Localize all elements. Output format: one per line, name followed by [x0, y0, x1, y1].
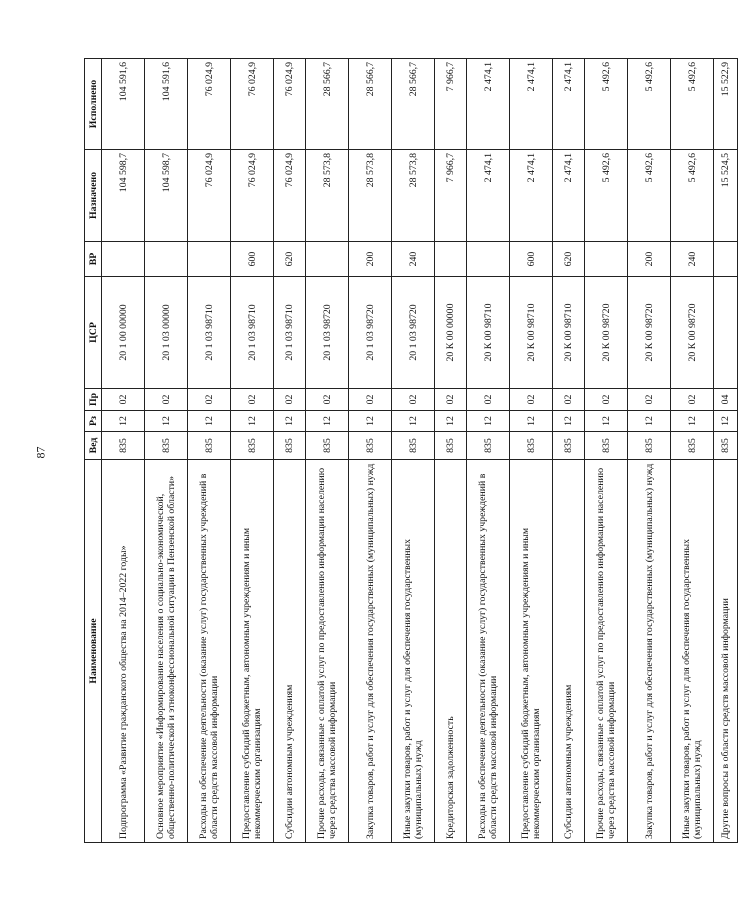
row-name: Предоставление субсидий бюджетным, автономным учреждениям и иным некоммерческим организациям — [231, 460, 274, 843]
table-row — [306, 59, 349, 843]
row-name: Кредиторская задолженность — [435, 460, 467, 843]
row-done: 15 522,9 — [714, 59, 738, 150]
row-plan: 5 492,6 — [671, 150, 714, 242]
row-vr: 600 — [231, 242, 274, 277]
row-done: 28 566,7 — [349, 59, 392, 150]
row-pr: 02 — [510, 389, 553, 411]
row-ved: 835 — [435, 432, 467, 460]
row-pr: 02 — [306, 389, 349, 411]
header-name: Наименование — [85, 460, 102, 843]
budget-table — [84, 58, 738, 843]
row-done: 5 492,6 — [585, 59, 628, 150]
header-rz: Рз — [85, 411, 102, 432]
row-done: 2 474,1 — [467, 59, 510, 150]
row-rz: 12 — [392, 411, 435, 432]
row-vr — [306, 242, 349, 277]
row-ved: 835 — [628, 432, 671, 460]
table-row — [467, 59, 510, 843]
row-vr — [102, 242, 145, 277]
row-rz: 12 — [145, 411, 188, 432]
row-rz: 12 — [102, 411, 145, 432]
row-vr: 620 — [274, 242, 306, 277]
row-ved: 835 — [510, 432, 553, 460]
row-plan: 15 524,5 — [714, 150, 738, 242]
row-rz: 12 — [553, 411, 585, 432]
row-done: 2 474,1 — [510, 59, 553, 150]
row-csr: 20 К 00 98710 — [553, 277, 585, 389]
row-csr: 20 К 00 98720 — [585, 277, 628, 389]
header-csr: ЦСР — [85, 277, 102, 389]
row-plan: 2 474,1 — [467, 150, 510, 242]
row-pr: 02 — [274, 389, 306, 411]
row-vr — [714, 242, 738, 277]
row-ved: 835 — [188, 432, 231, 460]
row-pr: 02 — [145, 389, 188, 411]
row-vr: 600 — [510, 242, 553, 277]
row-ved: 835 — [467, 432, 510, 460]
row-vr — [145, 242, 188, 277]
row-csr: 20 К 00 98720 — [628, 277, 671, 389]
row-rz: 12 — [274, 411, 306, 432]
row-name: Основное мероприятие «Информирование населения о социально-экономической, общественно-политической и этноконфессиональной ситуации в Пензенской области» — [145, 460, 188, 843]
row-vr — [585, 242, 628, 277]
row-plan: 104 598,7 — [145, 150, 188, 242]
row-name: Иные закупки товаров, работ и услуг для обеспечения государственных (муниципальных) нужд — [671, 460, 714, 843]
row-rz: 12 — [585, 411, 628, 432]
row-rz: 12 — [628, 411, 671, 432]
row-plan: 2 474,1 — [510, 150, 553, 242]
row-done: 5 492,6 — [671, 59, 714, 150]
page-number: 87 — [33, 446, 48, 459]
row-name: Закупка товаров, работ и услуг для обеспечения государственных (муниципальных) нужд — [628, 460, 671, 843]
table-row — [585, 59, 628, 843]
row-plan: 76 024,9 — [274, 150, 306, 242]
row-csr: 20 К 00 98720 — [671, 277, 714, 389]
row-name: Предоставление субсидий бюджетным, автономным учреждениям и иным некоммерческим организациям — [510, 460, 553, 843]
row-rz: 12 — [467, 411, 510, 432]
row-csr — [714, 277, 738, 389]
row-rz: 12 — [435, 411, 467, 432]
row-plan: 5 492,6 — [585, 150, 628, 242]
row-csr: 20 1 03 98710 — [274, 277, 306, 389]
row-name: Иные закупки товаров, работ и услуг для обеспечения государственных (муниципальных) нужд — [392, 460, 435, 843]
row-plan: 76 024,9 — [231, 150, 274, 242]
row-vr: 240 — [392, 242, 435, 277]
table-header-row — [85, 59, 102, 843]
row-pr: 02 — [102, 389, 145, 411]
row-name: Закупка товаров, работ и услуг для обеспечения государственных (муниципальных) нужд — [349, 460, 392, 843]
row-vr: 200 — [628, 242, 671, 277]
row-ved: 835 — [392, 432, 435, 460]
table-row — [231, 59, 274, 843]
row-name: Расходы на обеспечение деятельности (оказание услуг) государственных учреждений в области средств массовой информации — [467, 460, 510, 843]
row-pr: 02 — [467, 389, 510, 411]
row-plan: 104 598,7 — [102, 150, 145, 242]
row-plan: 2 474,1 — [553, 150, 585, 242]
header-ved: Вед — [85, 432, 102, 460]
row-plan: 28 573,8 — [306, 150, 349, 242]
row-csr: 20 К 00 98710 — [467, 277, 510, 389]
table-row — [145, 59, 188, 843]
row-vr — [435, 242, 467, 277]
row-csr: 20 1 03 98710 — [188, 277, 231, 389]
row-pr: 02 — [553, 389, 585, 411]
row-csr: 20 1 03 98710 — [231, 277, 274, 389]
row-csr: 20 1 03 98720 — [349, 277, 392, 389]
row-pr: 02 — [585, 389, 628, 411]
row-done: 28 566,7 — [392, 59, 435, 150]
row-done: 76 024,9 — [274, 59, 306, 150]
table-row — [349, 59, 392, 843]
row-plan: 76 024,9 — [188, 150, 231, 242]
row-name: Подпрограмма «Развитие гражданского общества на 2014–2022 годы» — [102, 460, 145, 843]
row-ved: 835 — [553, 432, 585, 460]
row-vr: 240 — [671, 242, 714, 277]
row-name: Другие вопросы в области средств массовой информации — [714, 460, 738, 843]
row-ved: 835 — [145, 432, 188, 460]
row-plan: 5 492,6 — [628, 150, 671, 242]
header-pr: Пр — [85, 389, 102, 411]
row-name: Прочие расходы, связанные с оплатой услуг по предоставлению информации населению через средства массовой информации — [585, 460, 628, 843]
row-pr: 04 — [714, 389, 738, 411]
row-csr: 20 1 00 00000 — [102, 277, 145, 389]
row-done: 5 492,6 — [628, 59, 671, 150]
row-rz: 12 — [231, 411, 274, 432]
row-done: 2 474,1 — [553, 59, 585, 150]
rotated-page — [84, 59, 731, 843]
row-pr: 02 — [349, 389, 392, 411]
row-ved: 835 — [349, 432, 392, 460]
row-rz: 12 — [671, 411, 714, 432]
row-ved: 835 — [231, 432, 274, 460]
row-ved: 835 — [714, 432, 738, 460]
row-done: 76 024,9 — [188, 59, 231, 150]
row-rz: 12 — [188, 411, 231, 432]
row-rz: 12 — [714, 411, 738, 432]
row-csr: 20 К 00 00000 — [435, 277, 467, 389]
row-name: Расходы на обеспечение деятельности (оказание услуг) государственных учреждений в области средств массовой информации — [188, 460, 231, 843]
row-vr: 620 — [553, 242, 585, 277]
row-pr: 02 — [671, 389, 714, 411]
row-rz: 12 — [349, 411, 392, 432]
header-plan: Назначено — [85, 150, 102, 242]
header-done: Исполнено — [85, 59, 102, 150]
row-done: 104 591,6 — [102, 59, 145, 150]
row-name: Субсидии автономным учреждениям — [553, 460, 585, 843]
row-done: 28 566,7 — [306, 59, 349, 150]
row-name: Субсидии автономным учреждениям — [274, 460, 306, 843]
row-done: 76 024,9 — [231, 59, 274, 150]
table-row — [188, 59, 231, 843]
table-row — [274, 59, 306, 843]
row-plan: 28 573,8 — [349, 150, 392, 242]
row-done: 7 966,7 — [435, 59, 467, 150]
row-pr: 02 — [392, 389, 435, 411]
table-row — [553, 59, 585, 843]
table-row — [671, 59, 714, 843]
row-pr: 02 — [231, 389, 274, 411]
row-pr: 02 — [188, 389, 231, 411]
header-vr: ВР — [85, 242, 102, 277]
table-row — [102, 59, 145, 843]
row-ved: 835 — [585, 432, 628, 460]
row-ved: 835 — [671, 432, 714, 460]
row-name: Прочие расходы, связанные с оплатой услуг по предоставлению информации населению через средства массовой информации — [306, 460, 349, 843]
table-row — [628, 59, 671, 843]
row-done: 104 591,6 — [145, 59, 188, 150]
row-csr: 20 1 03 00000 — [145, 277, 188, 389]
row-rz: 12 — [306, 411, 349, 432]
row-plan: 28 573,8 — [392, 150, 435, 242]
table-row — [435, 59, 467, 843]
row-csr: 20 1 03 98720 — [392, 277, 435, 389]
table-row — [510, 59, 553, 843]
row-ved: 835 — [102, 432, 145, 460]
row-csr: 20 К 00 98710 — [510, 277, 553, 389]
row-ved: 835 — [274, 432, 306, 460]
row-vr: 200 — [349, 242, 392, 277]
table-row — [714, 59, 738, 843]
row-pr: 02 — [435, 389, 467, 411]
row-pr: 02 — [628, 389, 671, 411]
row-csr: 20 1 03 98720 — [306, 277, 349, 389]
row-plan: 7 966,7 — [435, 150, 467, 242]
row-vr — [467, 242, 510, 277]
table-row — [392, 59, 435, 843]
row-vr — [188, 242, 231, 277]
row-ved: 835 — [306, 432, 349, 460]
row-rz: 12 — [510, 411, 553, 432]
